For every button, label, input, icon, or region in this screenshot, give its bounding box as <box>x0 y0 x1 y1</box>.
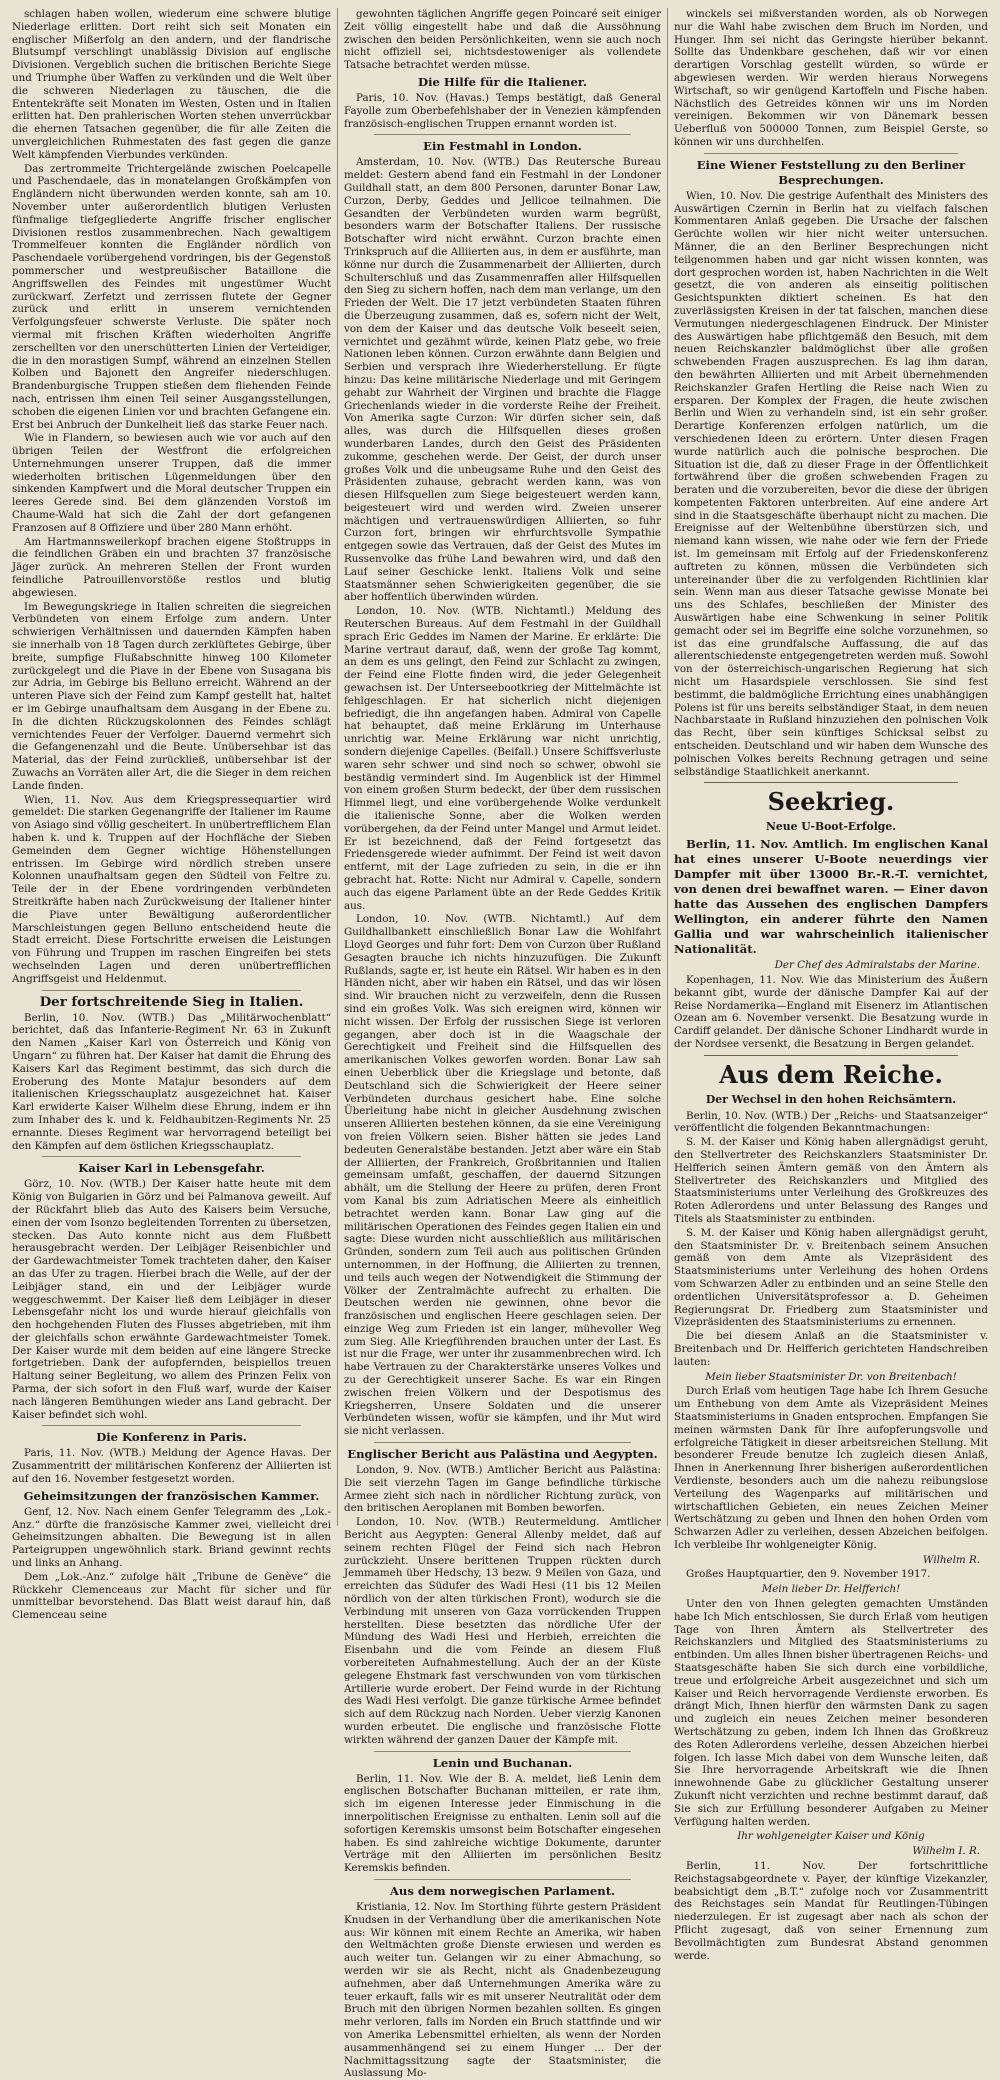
paragraph: Im Bewegungskriege in Italien schreiten die siegreichen Verbündeten von einem Erfolge zum andern. Unter schwierigen Verhältnissen und dauernden Kämpfen haben sie innerhalb von 18 Tagen durch zerklüftetes Gebirge, über breite, sumpfige Flußabschnitte hinweg 100 Kilometer zurückgelegt und die Piave in der Ebene von Susagana bis zur Adria, im Gebirge bis Belluno erreicht. Während an der unteren Piave sich der Feind zum Kampf gestellt hat, haltet er im Gebirge unaufhaltsam dem Ausgang in der Ebene zu. In die dichten Rückzugskolonnen des Feindes schlägt vernichtendes Feuer der Verfolger. Dauernd vermehrt sich die Gefangenenzahl und die Beute. Unübersehbar ist das Material, das der Feind zurückließ, unübersehbar ist der Zuwachs an Vorräten aller Art, die die Sieger in dem reichen Lande finden. <box>12 600 331 792</box>
column-left <box>12 8 337 1622</box>
paragraph: Dem „Lok.-Anz.“ zufolge hält „Tribune de Genève“ die Rückkehr Clemenceaus zur Macht für sicher und für unmittelbar bevorstehend. Das Blatt weist darauf hin, daß Clemenceau seine <box>12 1570 331 1622</box>
paragraph: Wie in Flandern, so bewiesen auch wie vor auch auf den übrigen Teilen der Westfront die erfolgreichen Unternehmungen unserer Truppen, daß die immer wiederholten britischen Lügenmeldungen über den sinkenden Kampfwert und die Moral deutscher Truppen ein leeres Gerede sind. Bei dem glänzenden Vorstoß im Chaume-Wald hat sich die Zahl der dort gefangenen Franzosen auf 8 Offiziere und über 280 Mann erhöht. <box>12 432 331 534</box>
signature: Wilhelm R. <box>922 1553 980 1566</box>
divider <box>374 134 631 135</box>
article-headline: Der Wechsel in den hohen Reichsämtern. <box>705 1092 957 1106</box>
paragraph: S. M. der Kaiser und König haben allergnädigst geruht, den Staatsminister Dr. v. Breitenbach seinem Ansuchen gemäß von dem Amte als Vizepräsident des Staatsministeriums unter Verleihung des hohen Ordens vom Schwarzen Adler zu entbinden und an seine Stelle den ordentlichen Universitätsprofessor a. D. Geheimen Regierungsrat Dr. Friedberg zum Staatsminister und Vizepräsidenten des Staatsministeriums zu ernennen. <box>674 1226 988 1329</box>
paragraph: London, 9. Nov. (WTB.) Amtlicher Bericht aus Palästina: Die seit vierzehn Tagen im Gange befindliche türkische Armee zieht sich nach in nördlicher Richtung zurück, von den britischen Aeroplanen mit Bomben beworfen. <box>344 1464 661 1515</box>
article-headline: Eine Wiener Feststellung zu den Berliner Besprechungen. <box>696 157 966 187</box>
divider <box>704 153 958 154</box>
article-headline: Der fortschreitende Sieg in Italien. <box>39 993 304 1010</box>
paragraph: Kopenhagen, 11. Nov. Wie das Ministerium des Äußern bekannt gibt, wurde der dänische Dampfer Kai auf der Reise Nordamerika—England mit Eisenerz im Atlantischen Ozean am 6. November versenkt. Die Besatzung wurde in Cardiff gelandet. Der dänische Schoner Lindhardt wurde in der Nordsee versenkt, die Besatzung in Bergen gelandet. <box>674 974 988 1050</box>
paragraph: Amsterdam, 10. Nov. (WTB.) Das Reutersche Bureau meldet: Gestern abend fand ein Festmahl in der Londoner Guildhall statt, an dem 800 Personen, darunter Bonar Law, Curzon, Derby, Geddes und Jellicoe teilnahmen. Die Gesandten der Verbündeten wurden warm begrüßt, besonders warm der Botschafter Italiens. Der russische Botschafter wird nicht erwähnt. Curzon brachte einen Trinkspruch auf die Alliierten aus, in dem er ausführte, man könne nur durch die Zusammenarbeit der Alliierten, durch Schulterschluß und das Zusammenraffen aller Hilfsquellen den Sieg zu sichern hoffen, nach dem man verlange, um den Frieden der Welt. Die 17 jetzt verbündeten Staaten führen die Überzeugung zusammen, daß es, sofern nicht der Welt, von dem der Kaiser und das deutsche Volk beseelt seien, vernichtet und gezähmt würde, keinen Platz gebe, wo freie Nationen leben können. Curzon erwähnte dann Belgien und Serbien und versprach ihre Wiederherstellung. Er fügte hinzu: Das keine militärische Niederlage und mit Geringem gehabt zur Wahrheit der Virginen und brachte die Flagge Griechenlands wieder in die vorderste Reihe der Freiheit. Von Amerika sagte Curzon: Wir dürfen sicher sein, daß alles, was durch die Hilfsquellen dieses großen wunderbaren Landes, durch den Geist des Präsidenten zukomme, geschehen werde. Der Geist, der durch unser großes Volk und die unbeugsame Ruhe und den Geist des Präsidenten zuhause, gebracht werden kann, was von diesen Hilfsquellen zum Siege beigesteuert werden kann, beigesteuert wird und werden wird. Zweien unserer mächtigen und vertrauenswürdigen Alliierten, so fuhr Curzon fort, bringen wir ehrfurchtsvolle Sympathie entgegen sowie das Vertrauen, daß der Geist des Mutes im Russenvolke das frühe Land bewahren wird, und daß den Lauf seiner Geschicke lenkt. Italiens Volk und seine Staatsmänner sehen Schwierigkeiten gegenüber, die sie aber hoffentlich überwinden würden. <box>344 156 661 604</box>
article-headline: Die Hilfe für die Italiener. <box>418 74 587 89</box>
paragraph: Genf, 12. Nov. Nach einem Genfer Telegramm des „Lok.-Anz.“ dürfte die französische Kammer zwei, vielleicht drei Geheimsitzungen abhalten. Die Bewegung ist in allen Parteigruppen ungewöhnlich stark. Briand gewinnt rechts und links an Anhang. <box>12 1505 331 1570</box>
article-headline: Die Konferenz in Paris. <box>96 1430 247 1445</box>
paragraph: Berlin, 11. Nov. Amtlich. Im englischen Kanal hat eines unserer U-Boote neuerdings vier Dampfer mit über 13000 Br.-R.-T. vernichtet, von denen drei bewaffnet waren. — Einer davon hatte das Aussehen des englischen Dampfers Wellington, ein anderer führte den Namen Gallia und war wahrscheinlich italienischer Nationalität. <box>674 837 988 957</box>
paragraph: London, 10. Nov. (WTB. Nichtamtl.) Auf dem Guildhallbankett einschließlich Bonar Law die Wohlfahrt Lloyd Georges und fuhr fort: Dem von Curzon über Rußland Gesagten brauche ich nichts hinzuzufügen. Die Zukunft Rußlands, sagte er, ist heute ein Rätsel. Wir haben es in den Händen nicht, aber wir haben ein Rätsel, und das wir lösen sind. Wir brauchen nicht zu verzweifeln, denn die Russen sind ein großes Volk. Was sich ereignen wird, können wir nicht wissen. Der Erfolg der russischen Siege ist verloren gegangen, aber doch ist in die Waagschale der Gerechtigkeit und Freiheit sind die Hilfsquellen des amerikanischen Volkes geworfen worden. Bonar Law sah einen Ueberblick über die Kriegslage und betonte, daß Deutschland sich die Schwierigkeit der Heere seiner Verbündeten durchaus gesichert habe. Eine solche Überleitung habe nicht in gleicher Ausdehnung zwischen unseren Alliierten bestehen können, da sie eine Vereinigung von freien Völkern seien. Bisher hätten sie jedes Land bedeuten Generalstäbe bestanden. Jetzt aber wäre ein Stab der Alliierten, der Frankreich, Großbritannien und Italien gemeinsam umfaßt, geschaffen, der dauernd Sitzungen abhält, um die Stellung der Heere zu prüfen, deren Front vom Kanal bis zum Adriatischen Meere als einheitlich betrachtet werden kann. Bonar Law ging auf die militärischen Operationen des Feindes gegen Italien ein und sagte: Diese wurden nicht ausschließlich aus militärischen Gründen, sondern zum Teil auch aus politischen Gründen unternommen, in der Hoffnung, die Alliierten zu trennen, und teils auch wegen der Notwendigkeit die Stimmung der Völker der Zentralmächte aufrecht zu erhalten. Die Deutschen werden nie gewinnen, ohne bevor die französischen und englischen Heere geschlagen seien. Der einzige Weg zum Frieden ist ein langer, mühevoller Weg zum Sieg. Alle Kriegführenden brauchen unter der Last. Es ist nur die Frage, wer unter ihr zusammenbrechen wird. Ich habe Vertrauen zu der Charakterstärke unseres Volkes und zu der Gerechtigkeit unserer Sache. Es war ein Ringen zwischen freien Völkern und der Despotismus des Kriegsherren, Unsere Soldaten und die unserer Verbündeten wissen, wofür sie kämpfen, und ihr Mut wird sie nicht verlassen. <box>344 913 661 1438</box>
divider <box>42 990 301 991</box>
section-title: Seekrieg. <box>704 782 958 817</box>
paragraph: Das zertrommelte Trichtergelände zwischen Poelcapelle und Paschendaele, das in monatelangen Großkämpfen von Engländern nicht überwunden werden konnte, sah am 10. November unter außerordentlich blutigen Verlusten fünfmalige tiefgegliederte Angriffe frischer englischer Divisionen restlos zusammenbrechen. Nach gewaltigem Trommelfeuer konnten die Engländer nördlich von Paschendaele vorübergehend vordringen, bis der Gegenstoß pommerscher und westpreußischer Bataillone die Angriffswellen des Feindes mit ungestümer Wucht zurückwarf. Zerfetzt und zerrissen flutete der Gegner zurück und erlitt in unserem vernichtenden Verfolgungsfeuer schwerste Verluste. Die später noch viermal mit frischen Kräften wiederholten Angriffe zerschellten vor den unerschütterten Linien der Verteidiger, die in den morastigen Sumpf, während an einzelnen Stellen Kolben und Bajonett den Angreifer niederschlugen. Brandenburgische Truppen stießen dem fliehenden Feinde nach, entrissen ihm einen Teil seiner Ausgangsstellungen, schoben die eigenen Linien vor und brachten Gefangene ein. Erst bei Anbruch der Dunkelheit ließ das starke Feuer nach. <box>12 162 331 431</box>
signature: Wilhelm I. R. <box>912 1845 980 1858</box>
divider <box>374 1879 631 1880</box>
divider <box>42 1156 301 1157</box>
article-headline: Englischer Bericht aus Palästina und Aegypten. <box>347 1447 658 1462</box>
paragraph: S. M. der Kaiser und König haben allergnädigst geruht, den Stellvertreter des Reichskanzlers Staatsminister Dr. Helfferich seinen Ämtern gemäß von den Ämtern als Stellvertreter des Reichskanzlers und Mitglied des Staatsministeriums unter Verleihung des Großkreuzes des Roten Adlerordens und unter Belassung des Ranges und Titels als Staatsminister zu entbinden. <box>674 1136 988 1225</box>
divider <box>374 1751 631 1752</box>
paragraph: Durch Erlaß vom heutigen Tage habe Ich Ihrem Gesuche um Enthebung von dem Amte als Vizepräsident Meines Staatsministeriums in Gnaden entsprochen. Empfangen Sie meinen wärmsten Dank für Ihre aufopferungsvolle und erfolgreiche Tätigkeit in dieser arbeitsreichen Stellung. Mit besonderer Freude benutze Ich zugleich diesen Anlaß, Ihnen in Anerkennung Ihrer bisherigen außerordentlichen Verdienste, besonders auch um die nahezu reibungslose Verteilung des Wagenparks auf militärischen und wirtschaftlichen Gebieten, ein neues Zeichen Meiner Wertschätzung zu geben und Ihnen den hohen Orden vom Schwarzen Adler zu verleihen, dessen Abzeichen beifolgen. Ich verbleibe Ihr wohlgeneigter König. <box>674 1385 988 1551</box>
closing: Ihr wohlgeneigter Kaiser und König <box>737 1830 925 1843</box>
paragraph: Paris, 10. Nov. (Havas.) Temps bestätigt, daß General Fayolle zum Oberbefehlshaber der in Venezien kämpfenden französisch-englischen Truppen ernannt worden ist. <box>344 91 661 130</box>
divider <box>42 1425 301 1426</box>
column-middle <box>337 8 667 2080</box>
paragraph: Berlin, 10. Nov. (WTB.) Das „Militärwochenblatt“ berichtet, daß das Infanterie-Regiment Nr. 63 in Zukunft den Namen „Kaiser Karl von Österreich und König von Ungarn“ zu führen hat. Der Kaiser hat damit die Ehrung des Kaisers Karl das Regiment bestimmt, das sich durch die Eroberung des Monte Matajur besonders auf dem italienischen Kriegsschauplatz ausgezeichnet hat. Kaiser Karl erwiderte Kaiser Wilhelm diese Ehrung, indem er ihn zum Inhaber des k. und k. Feldhaubitzen-Regiments Nr. 25 ernannte. Dieses Regiment war hervorragend beteiligt bei den Kämpfen auf dem östlichen Kriegsschauplatz. <box>12 1011 331 1152</box>
paragraph: London, 10. Nov. (WTB.) Reutermeldung. Amtlicher Bericht aus Aegypten: General Allenby meldet, daß auf seinem rechten Flügel der Feind sich nach Hebron zurückzieht. Unsere berittenen Truppen rückten durch Jemmameh über Hedschy, 13 bezw. 9 Meilen von Gaza, und erreichten das Südufer des Wadi Hesi (11 bis 12 Meilen nördlich von der alten türkischen Front), wodurch sie die Verbindung mit unseren von Gaza vorrückenden Truppen herstellten. Diese besetzten das nördliche Ufer der Mündung des Wadi Hesi und Herbieh, erreichten die Eisenbahn und die vom Feinde an diesem Fluß vorbereiteten Aufnahmestellung. Auch der an der Küste gelegene Ehstmark fast verschwunden von vom türkischen Artillerie wurde erobert. Der Feind wurde in der Richtung des Wadi Hesi verfolgt. Die ganze türkische Armee befindet sich auf dem Rückzug nach Norden. Ueber vierzig Kanonen wurden erbeutet. Die englische und französische Flotte wirkten während der ganzen Dauer der Kämpfe mit. <box>344 1516 661 1746</box>
paragraph: Berlin, 10. Nov. (WTB.) Der „Reichs- und Staatsanzeiger“ veröffentlicht die folgenden Bekanntmachungen: <box>674 1109 988 1135</box>
article-headline: Kaiser Karl in Lebensgefahr. <box>78 1161 265 1176</box>
paragraph: Wien, 11. Nov. Aus dem Kriegspressequartier wird gemeldet: Die starken Gegenangriffe der Italiener im Raume von Asiago sind völlig gescheitert. In unübertrefflichem Elan haben k. und k. Truppen auf der Hochfläche der Sieben Gemeinden dem Gegner wichtige Höhenstellungen entrissen. Im Gebirge wird nördlich streben unsere Kolonnen unaufhaltsam gegen den Südteil von Feltre zu. Teile der in der Ebene vordringenden verbündeten Streitkräfte haben nach Zurückweisung der Italiener hinter die Piave unter Bewältigung außerordentlicher Marschleistungen gegen Belluno entscheidend heute die Stadt erreicht. Diese Fortschritte erweisen die Leistungen von Führung und Truppen im raschen Eingreifen bei stets wechselnden Lagen und deren unübertrefflichen Angriffsgeist und Heldenmut. <box>12 793 331 985</box>
paragraph: London, 10. Nov. (WTB. Nichtamtl.) Meldung des Reuterschen Bureaus. Auf dem Festmahl in der Guildhall sprach Eric Geddes im Namen der Marine. Er erklärte: Die Marine vertraut darauf, daß, wenn der große Tag kommt, an dem es uns gelingt, den Feind zur Schlacht zu zwingen, der Feind eine Flotte finden wird, die jeder Gelegenheit gewachsen ist. Der Unterseebootkrieg der Mittelmächte ist fehlgeschlagen. Er hat sicherlich nicht diejenigen befriedigt, die ihn angefangen haben. Admiral von Capelle hat behauptet, daß meine Erklärung im Unterhause unrichtig war. Meine Erklärung war nicht unrichtig, sondern diejenige Capelles. (Beifall.) Unsere Schiffsverluste waren sehr schwer und sind noch so schwer, obwohl sie beständig vermindert sind. Im Augenblick ist der Himmel von einem großen Sturm bedeckt, der über dem russischen Himmel liegt, und eine vorübergehende Wolke verdunkelt die italienische Sonne, aber die Wolken werden vorübergehen, da der Feind unter Mangel und Armut leidet. Er ist bezeichnend, daß der Feind fortgesetzt das Friedensgerede wieder aufnimmt. Der Feind ist weit davon entfernt, mit der Lage zufrieden zu sein, in die er ihn gebracht hat. Rotte: Nicht nur Admiral v. Capelle, sondern auch das eigene Parlament übte an der Rede Geddes Kritik aus. <box>344 605 661 912</box>
paragraph: Unter den von Ihnen gelegten gemachten Umständen habe Ich Mich entschlossen, Sie durch Erlaß vom heutigen Tage von Ihren Ämtern als Stellvertreter des Reichskanzlers und Mitglied des Staatsministeriums zu entbinden. Um alles Ihnen bisher übertragenen Reichs- und Staatsgeschäfte haben Sie sich durch eine vorbildliche, treue und erfolgreiche Arbeit ausgezeichnet und sich um Kaiser und Reich hervorragende Verdienste erworben. Es drängt Mich, Ihnen hierfür den wärmsten Dank zu sagen und zugleich ein neues Zeichen meiner besonderen Wertschätzung zu geben, indem Ich Ihnen das Großkreuz des Roten Adlerordens verleihe, dessen Abzeichen hierbei folgen. Ich lasse Mich dabei von dem Wunsche leiten, daß Sie Ihre hervorragende Arbeitskraft wie die Ihnen innewohnende Gabe zu glücklicher Gestaltung unserer Zukunft nicht verzichten und rechne bestimmt darauf, daß Sie sich zur Erfüllung besonderer Aufgaben zu Meiner Verfügung halten werden. <box>674 1598 988 1828</box>
article-headline: Geheimsitzungen der französischen Kammer. <box>23 1488 320 1503</box>
paragraph: Wien, 10. Nov. Die gestrige Aufenthalt des Ministers des Auswärtigen Czernin in Berlin hat zu vielfach falschen Kommentaren Anlaß gegeben. Die Ursache der falschen Gerüchte wollen wir hier nicht weiter untersuchen. Männer, die an den Berliner Besprechungen nicht teilgenommen haben und gar nicht wissen konnten, was dort gesprochen worden ist, haben Nachrichten in die Welt gesetzt, die von anderen als einseitig politischen Gesichtspunkten diktiert scheinen. Es hat den zuverlässigsten Kreisen in der tat falschen, manchen diese Vermutungen niedergeschlagenen Eindruck. Der Minister des Auswärtigen habe pflichtgemäß den Besuch, mit dem neuen Reichskanzler baldmöglichst über alle großen schwebenden Fragen auszusprechen. Es lag ihm daran, den bewährten Alliierten und mit Arbeit übernehmenden Reichskanzler Grafen Hertling die Reise nach Wien zu ersparen. Der Komplex der Fragen, die heute zwischen Berlin und Wien zu verhandeln sind, ist ein sehr großer. Derartige Konferenzen erfolgen natürlich, um die verschiedenen Ideen zu erörtern. Unter diesen Fragen wurde natürlich auch die polnische besprochen. Die Situation ist die, daß zu dieser Frage in der Öffentlichkeit fortwährend über die großen schwebenden Fragen zu beraten und die vorzubereiten, bevor die diese der übrigen kompetenten Faktoren unterbreiten. Auf eine andere Art sind in die Staatsgeschäfte überhaupt nicht zu machen. Die Ereignisse auf der Weltenbühne überstürzen sich, und niemand kann wissen, wie nahe oder wie fern der Friede ist. Im gemeinsam mit Erfolg auf der Friedenskonferenz auftreten zu können, müssen die Verbündeten sich untereinander über die zu verfolgenden Richtlinien klar sein. Wenn man aus dieser Tatsache gewisse Monate bei uns des Schlafes, beschließen der Minister des Auswärtigen habe eine Schwenkung in seiner Politik gemacht oder sei im Begriffe eine solche vorzunehmen, so ist das eine grundfalsche Auffassung, die auf das allerentschiedenste entgegengetreten werden muß. Sowohl von der österreichisch-ungarischen Regierung hat sich nicht um Hasardspiele verschlossen. Sie sind fest bestimmt, die baldmögliche Errichtung eines unabhängigen Polens ist für uns bereits selbständiger Staat, in dem neuen Nachbarstaate in Rußland hinzuziehen den polnischen Volk das Recht, über sein künftiges Schicksal selbst zu entscheiden. Deutschland und wir haben dem Wunsche des polnischen Volkes bereits Rechnung getragen und seine selbständige Staatlichkeit anerkannt. <box>674 189 988 778</box>
salutation: Mein lieber Dr. Helfferich! <box>761 1583 901 1596</box>
divider <box>374 1442 631 1443</box>
paragraph: Kristiania, 12. Nov. Im Storthing führte gestern Präsident Knudsen in der Verhandlung über die amerikanischen Note aus: Wir können mit einem Rechte an Amerika, wir haben den Weltmächten große Dienste erwiesen und werden es auch weiter tun. Gelangen wir zu einer Abmachung, so werden wir sie als Recht, nicht als Gnadenbezeugung aufnehmen, aber daß Unternehmungen Amerika wäre zu teuer erkauft, falls wir es mit unserer Neutralität oder dem Bruch mit den übrigen Normen bezahlen sollten. Es gingen mehr verloren, falls im Norden ein Bruch stattfinde und wir von Amerika Lebensmittel erhielten, als wenn der Norden ausammenhängend sei zu einem Hunger ... Der der Nachmittagssitzung sagte der Staatsminister, die Auslassung Mo- <box>344 1900 661 2080</box>
paragraph: Görz, 10. Nov. (WTB.) Der Kaiser hatte heute mit dem König von Bulgarien in Görz und bei Palmanova geweilt. Auf der Rückfahrt blieb das Auto des Kaisers beim Versuche, einen der vom Isonzo begleitenden Torrenten zu übersetzen, stecken. Das Auto konnte nicht aus dem Flußbett herausgebracht werden. Der Leibjäger Reisenbichler und der Gardewachtmeister Tomek trachteten daher, den Kaiser an das Ufer zu tragen. Hierbei brach die Welle, auf der der Leibjäger stand, ein und der Leibjäger wurde weggeschwemmt. Der Kaiser ließ dem Leibjäger in dieser Lebensgefahr nicht los und wurde hierauf gleichfalls von den hochgehenden Fluten des Flusses abgetrieben, mit ihm der gleichfalls schon erwähnte Gardewachtmeister Tomek. Der Kaiser wurde mit dem beiden auf eine längere Strecke fortgetrieben. Dank der aufopfernden, beispiellos treuen Haltung seiner Begleitung, wo allem des Prinzen Felix von Parma, der sich sofort in den Fluß warf, wurde der Kaiser nach längeren Bemühungen wieder ans Land gebracht. Der Kaiser befindet sich wohl. <box>12 1178 331 1421</box>
paragraph: Am Hartmannsweilerkopf brachen eigene Stoßtrupps in die feindlichen Gräben ein und brachten 37 französische Jäger zurück. An mehreren Stellen der Front wurden feindliche Patrouillenvorstöße restlos und blutig abgewiesen. <box>12 535 331 599</box>
paragraph: Berlin, 11. Nov. Der fortschrittliche Reichstagsabgeordnete v. Payer, der künftige Vizekanzler, beabsichtigt dem „B.T.“ zufolge noch vor Zusammentritt des Reichstages sein Mandat für Reutlingen-Tübingen niederzulegen. Er ist zugesagt aber nach als schon der Pflicht zugesagt, daß von seiner Ernennung zum Bevollmächtigten zum Bundesrat Abstand genommen werde. <box>674 1860 988 1962</box>
paragraph: winckels sei mißverstanden worden, als ob Norwegen nur die Wahl habe zwischen dem Bruch im Norden, und Hunger. Ihm sei nicht das Geringste hierüber bekannt. Sollte das Undenkbare geschehen, daß wir vor einen derartigen Vorschlag gestellt würden, so würde er abgewiesen werden. Wir werden hieraus Norwegens Wirtschaft, so wir genügend Kartoffeln und Fische haben. Nächstlich des Getreides können wir uns im Norden vereinigen. Bekommen wir von Dänemark bessen Ueberfluß von 500000 Tonnen, zum Beispiel Gerste, so können wir uns durchhelfen. <box>674 8 988 148</box>
salutation: Mein lieber Staatsminister Dr. von Breitenbach! <box>705 1370 957 1383</box>
section-title: Aus dem Reiche. <box>704 1055 958 1090</box>
paragraph: Die bei diesem Anlaß an die Staatsminister v. Breitenbach und Dr. Helfferich gerichteten Handschreiben lauten: <box>674 1330 988 1368</box>
article-headline: Ein Festmahl in London. <box>423 139 582 154</box>
article-headline: Lenin und Buchanan. <box>432 1755 573 1770</box>
article-headline: Aus dem norwegischen Parlament. <box>389 1883 616 1898</box>
dateline: Großes Hauptquartier, den 9. November 1917. <box>686 1568 931 1581</box>
signature: Der Chef des Admiralstabs der Marine. <box>774 959 980 972</box>
column-right <box>667 8 988 1962</box>
paragraph: Paris, 11. Nov. (WTB.) Meldung der Agence Havas. Der Zusammentritt der militärischen Konferenz der Alliierten ist auf den 16. November festgesetzt worden. <box>12 1447 331 1486</box>
paragraph: Berlin, 11. Nov. Wie der B. A. meldet, ließ Lenin dem englischen Botschafter Buchanan mitteilen, er rate ihm, sich im eigenen Interesse jeder Einmischung in die innerpolitischen Ereignisse zu enthalten. Lenin soll auf die sofortigen Keremskis umsonst beim Botschafter eingesehen haben. Es sind zahlreiche wichtige Dokumente, darunter Verträge mit den Alliierten im persönlichen Besitz Keremskis befinden. <box>344 1772 661 1875</box>
paragraph: gewohnten täglichen Angriffe gegen Poincaré seit einiger Zeit völlig eingestellt habe und daß die Aussöhnung zwischen den beiden Persönlichkeiten, wenn sie auch noch nicht offiziell sei, nichtsdestoweniger als vollendete Tatsache betrachtet werden müsse. <box>344 8 661 72</box>
paragraph: schlagen haben wollen, wiederum eine schwere blutige Niederlage erlitten. Dort reiht sich seit Monaten ein englischer Mißerfolg an den andern, und der flandrische Blutsumpf verschlingt unablässig Division auf englische Divisionen. Vergeblich suchen die britischen Berichte Siege und Triumphe über Waffen zu verkünden und die Welt über die schweren Niederlagen zu täuschen, die die Ententekräfte seit Monaten im Westen, Osten und in Italien erlitten hat. Den prahlerischen Worten stehen unverrückbar die ehernen Tatsachen gegenüber, die für alle Zeiten die unvergleichlichen Ruhmestaten des fast gegen die ganze Welt kämpfenden Vierbundes verkünden. <box>12 8 331 161</box>
article-headline: Neue U-Boot-Erfolge. <box>766 820 896 834</box>
